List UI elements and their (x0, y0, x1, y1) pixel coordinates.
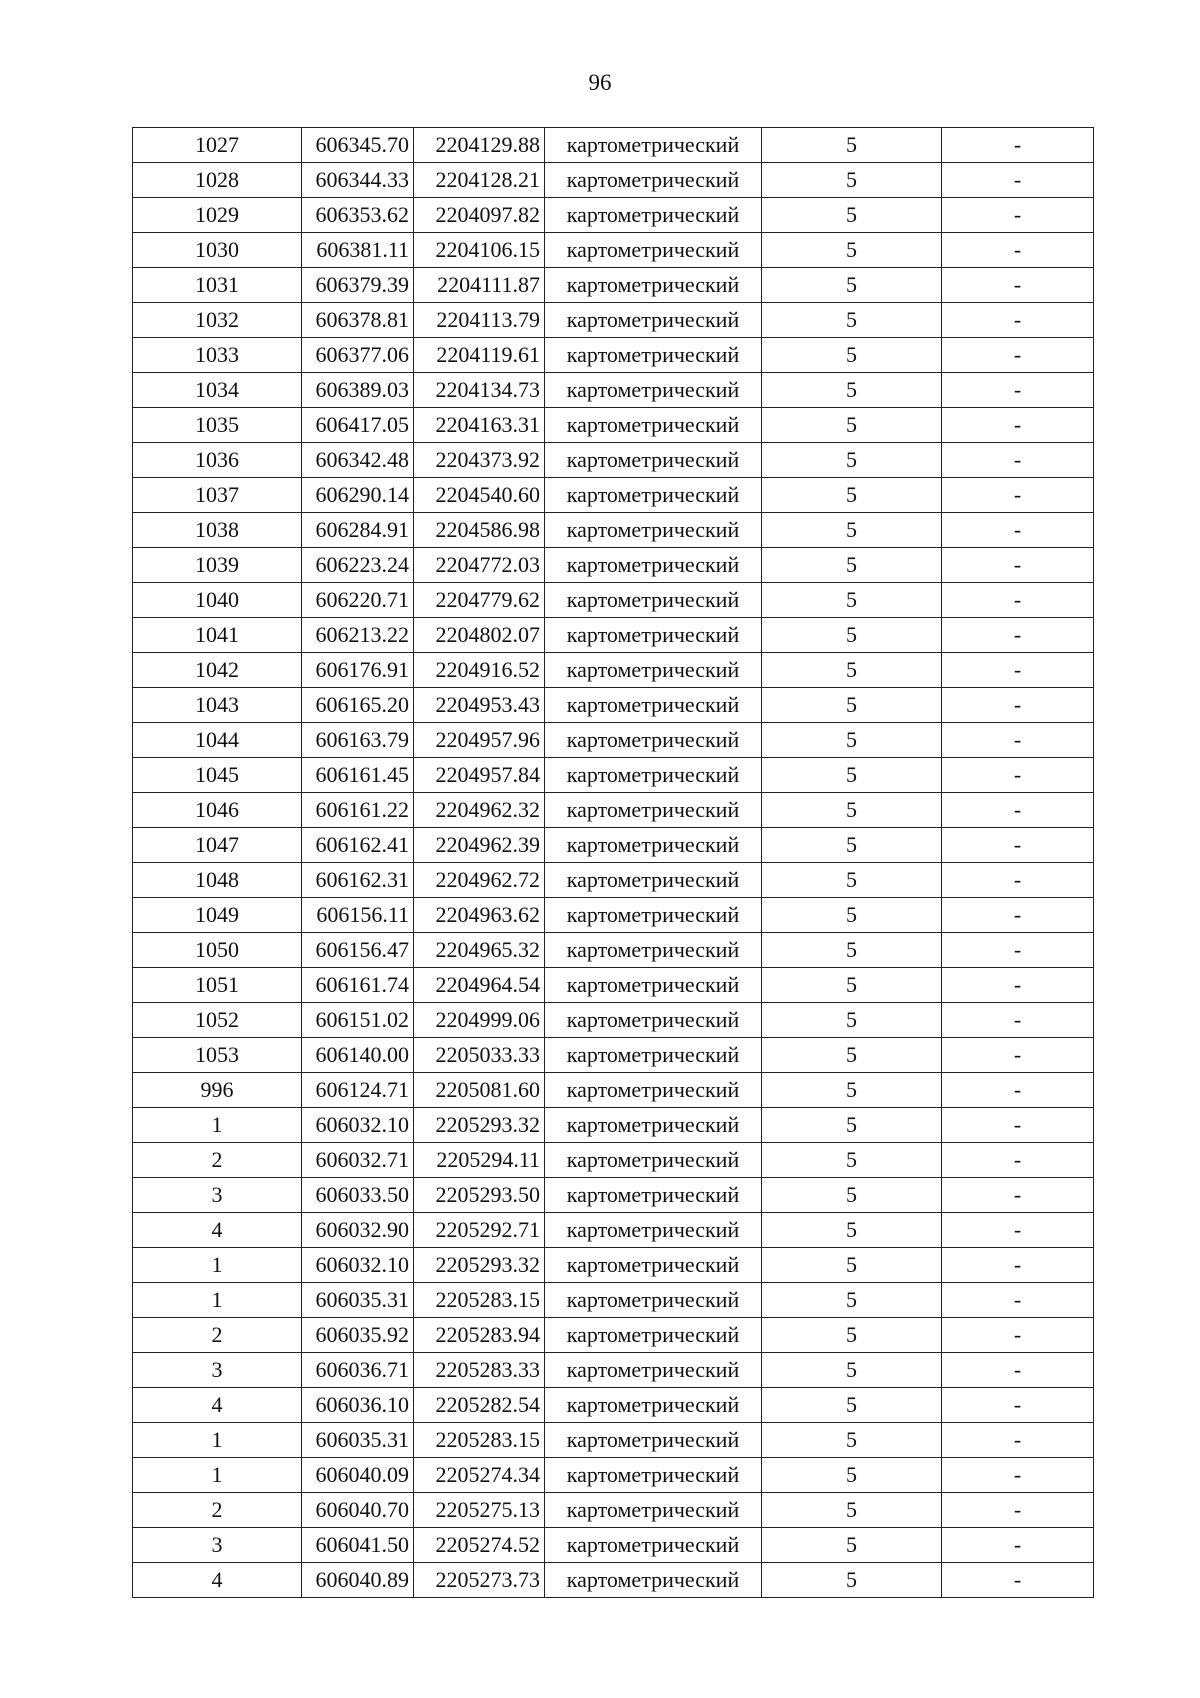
point-number-cell: 1040 (133, 583, 302, 618)
method-cell: картометрический (545, 653, 762, 688)
y-coordinate-cell: 2204540.60 (414, 478, 545, 513)
method-cell: картометрический (545, 128, 762, 163)
y-coordinate-cell: 2204772.03 (414, 548, 545, 583)
point-number-cell: 1 (133, 1108, 302, 1143)
table-row (133, 1073, 1094, 1108)
x-coordinate-cell: 606176.91 (302, 653, 414, 688)
method-cell: картометрический (545, 1213, 762, 1248)
point-number-cell: 1 (133, 1458, 302, 1493)
point-number-cell: 1052 (133, 1003, 302, 1038)
x-coordinate-cell: 606041.50 (302, 1528, 414, 1563)
page-number: 96 (588, 70, 612, 95)
x-coordinate-cell: 606161.74 (302, 968, 414, 1003)
y-coordinate-cell: 2204129.88 (414, 128, 545, 163)
table-row (133, 1178, 1094, 1213)
note-cell: - (942, 1283, 1094, 1318)
accuracy-cell: 5 (762, 688, 942, 723)
accuracy-cell: 5 (762, 618, 942, 653)
y-coordinate-cell: 2205273.73 (414, 1563, 545, 1598)
accuracy-cell: 5 (762, 548, 942, 583)
note-cell: - (942, 933, 1094, 968)
method-cell: картометрический (545, 758, 762, 793)
point-number-cell: 1033 (133, 338, 302, 373)
method-cell: картометрический (545, 373, 762, 408)
table-row (133, 1563, 1094, 1598)
table-row (133, 443, 1094, 478)
x-coordinate-cell: 606163.79 (302, 723, 414, 758)
x-coordinate-cell: 606156.11 (302, 898, 414, 933)
point-number-cell: 1027 (133, 128, 302, 163)
point-number-cell: 1047 (133, 828, 302, 863)
table-row (133, 723, 1094, 758)
note-cell: - (942, 758, 1094, 793)
accuracy-cell: 5 (762, 933, 942, 968)
point-number-cell: 1038 (133, 513, 302, 548)
accuracy-cell: 5 (762, 1283, 942, 1318)
table-row (133, 898, 1094, 933)
x-coordinate-cell: 606156.47 (302, 933, 414, 968)
table-row (133, 268, 1094, 303)
table-row (133, 548, 1094, 583)
method-cell: картометрический (545, 933, 762, 968)
x-coordinate-cell: 606162.41 (302, 828, 414, 863)
table-row (133, 408, 1094, 443)
y-coordinate-cell: 2204916.52 (414, 653, 545, 688)
table-row (133, 513, 1094, 548)
table-row (133, 1108, 1094, 1143)
table-row (133, 1003, 1094, 1038)
x-coordinate-cell: 606124.71 (302, 1073, 414, 1108)
method-cell: картометрический (545, 723, 762, 758)
note-cell: - (942, 1213, 1094, 1248)
note-cell: - (942, 338, 1094, 373)
method-cell: картометрический (545, 793, 762, 828)
accuracy-cell: 5 (762, 1388, 942, 1423)
point-number-cell: 1050 (133, 933, 302, 968)
note-cell: - (942, 1423, 1094, 1458)
point-number-cell: 1045 (133, 758, 302, 793)
accuracy-cell: 5 (762, 513, 942, 548)
method-cell: картометрический (545, 1073, 762, 1108)
y-coordinate-cell: 2205274.34 (414, 1458, 545, 1493)
x-coordinate-cell: 606417.05 (302, 408, 414, 443)
note-cell: - (942, 1143, 1094, 1178)
x-coordinate-cell: 606032.90 (302, 1213, 414, 1248)
accuracy-cell: 5 (762, 723, 942, 758)
table-row (133, 1423, 1094, 1458)
y-coordinate-cell: 2204119.61 (414, 338, 545, 373)
note-cell: - (942, 828, 1094, 863)
point-number-cell: 3 (133, 1353, 302, 1388)
note-cell: - (942, 128, 1094, 163)
note-cell: - (942, 618, 1094, 653)
x-coordinate-cell: 606290.14 (302, 478, 414, 513)
table-row (133, 303, 1094, 338)
table-row (133, 478, 1094, 513)
y-coordinate-cell: 2205293.32 (414, 1108, 545, 1143)
note-cell: - (942, 1178, 1094, 1213)
y-coordinate-cell: 2204957.84 (414, 758, 545, 793)
table-row (133, 233, 1094, 268)
note-cell: - (942, 1493, 1094, 1528)
point-number-cell: 1030 (133, 233, 302, 268)
table-row (133, 1038, 1094, 1073)
table-row (133, 338, 1094, 373)
note-cell: - (942, 653, 1094, 688)
accuracy-cell: 5 (762, 1248, 942, 1283)
table-row (133, 688, 1094, 723)
x-coordinate-cell: 606140.00 (302, 1038, 414, 1073)
table-row (133, 828, 1094, 863)
note-cell: - (942, 478, 1094, 513)
accuracy-cell: 5 (762, 198, 942, 233)
method-cell: картометрический (545, 548, 762, 583)
accuracy-cell: 5 (762, 1493, 942, 1528)
x-coordinate-cell: 606151.02 (302, 1003, 414, 1038)
point-number-cell: 996 (133, 1073, 302, 1108)
method-cell: картометрический (545, 1283, 762, 1318)
note-cell: - (942, 408, 1094, 443)
accuracy-cell: 5 (762, 443, 942, 478)
method-cell: картометрический (545, 583, 762, 618)
x-coordinate-cell: 606162.31 (302, 863, 414, 898)
note-cell: - (942, 1038, 1094, 1073)
y-coordinate-cell: 2204953.43 (414, 688, 545, 723)
y-coordinate-cell: 2205283.33 (414, 1353, 545, 1388)
point-number-cell: 3 (133, 1178, 302, 1213)
method-cell: картометрический (545, 1458, 762, 1493)
x-coordinate-cell: 606036.71 (302, 1353, 414, 1388)
point-number-cell: 2 (133, 1143, 302, 1178)
method-cell: картометрический (545, 898, 762, 933)
accuracy-cell: 5 (762, 1563, 942, 1598)
x-coordinate-cell: 606161.22 (302, 793, 414, 828)
point-number-cell: 4 (133, 1213, 302, 1248)
note-cell: - (942, 443, 1094, 478)
method-cell: картометрический (545, 863, 762, 898)
y-coordinate-cell: 2205293.32 (414, 1248, 545, 1283)
y-coordinate-cell: 2204962.39 (414, 828, 545, 863)
y-coordinate-cell: 2204963.62 (414, 898, 545, 933)
y-coordinate-cell: 2204134.73 (414, 373, 545, 408)
method-cell: картометрический (545, 1528, 762, 1563)
point-number-cell: 1042 (133, 653, 302, 688)
note-cell: - (942, 1353, 1094, 1388)
point-number-cell: 1 (133, 1423, 302, 1458)
x-coordinate-cell: 606220.71 (302, 583, 414, 618)
y-coordinate-cell: 2204802.07 (414, 618, 545, 653)
y-coordinate-cell: 2204962.32 (414, 793, 545, 828)
method-cell: картометрический (545, 233, 762, 268)
x-coordinate-cell: 606389.03 (302, 373, 414, 408)
point-number-cell: 1039 (133, 548, 302, 583)
point-number-cell: 3 (133, 1528, 302, 1563)
x-coordinate-cell: 606213.22 (302, 618, 414, 653)
method-cell: картометрический (545, 1353, 762, 1388)
x-coordinate-cell: 606377.06 (302, 338, 414, 373)
note-cell: - (942, 1248, 1094, 1283)
accuracy-cell: 5 (762, 478, 942, 513)
y-coordinate-cell: 2204106.15 (414, 233, 545, 268)
table-row (133, 1213, 1094, 1248)
y-coordinate-cell: 2204111.87 (414, 268, 545, 303)
x-coordinate-cell: 606035.92 (302, 1318, 414, 1353)
x-coordinate-cell: 606381.11 (302, 233, 414, 268)
point-number-cell: 1028 (133, 163, 302, 198)
accuracy-cell: 5 (762, 303, 942, 338)
method-cell: картометрический (545, 828, 762, 863)
method-cell: картометрический (545, 1038, 762, 1073)
point-number-cell: 1037 (133, 478, 302, 513)
table-row (133, 1283, 1094, 1318)
coordinates-table (132, 127, 1094, 1598)
table-row (133, 1353, 1094, 1388)
y-coordinate-cell: 2204373.92 (414, 443, 545, 478)
accuracy-cell: 5 (762, 653, 942, 688)
x-coordinate-cell: 606223.24 (302, 548, 414, 583)
point-number-cell: 4 (133, 1388, 302, 1423)
y-coordinate-cell: 2204957.96 (414, 723, 545, 758)
method-cell: картометрический (545, 618, 762, 653)
x-coordinate-cell: 606165.20 (302, 688, 414, 723)
note-cell: - (942, 1528, 1094, 1563)
note-cell: - (942, 303, 1094, 338)
note-cell: - (942, 583, 1094, 618)
y-coordinate-cell: 2205294.11 (414, 1143, 545, 1178)
method-cell: картометрический (545, 1178, 762, 1213)
y-coordinate-cell: 2204779.62 (414, 583, 545, 618)
method-cell: картометрический (545, 268, 762, 303)
accuracy-cell: 5 (762, 968, 942, 1003)
accuracy-cell: 5 (762, 1423, 942, 1458)
table-row (133, 793, 1094, 828)
x-coordinate-cell: 606040.09 (302, 1458, 414, 1493)
x-coordinate-cell: 606040.89 (302, 1563, 414, 1598)
point-number-cell: 1048 (133, 863, 302, 898)
table-row (133, 1458, 1094, 1493)
accuracy-cell: 5 (762, 128, 942, 163)
note-cell: - (942, 723, 1094, 758)
table-row (133, 863, 1094, 898)
note-cell: - (942, 1563, 1094, 1598)
accuracy-cell: 5 (762, 373, 942, 408)
method-cell: картометрический (545, 513, 762, 548)
accuracy-cell: 5 (762, 758, 942, 793)
x-coordinate-cell: 606040.70 (302, 1493, 414, 1528)
table-row (133, 1318, 1094, 1353)
x-coordinate-cell: 606036.10 (302, 1388, 414, 1423)
accuracy-cell: 5 (762, 1038, 942, 1073)
point-number-cell: 1051 (133, 968, 302, 1003)
y-coordinate-cell: 2204999.06 (414, 1003, 545, 1038)
note-cell: - (942, 1003, 1094, 1038)
method-cell: картометрический (545, 1563, 762, 1598)
x-coordinate-cell: 606035.31 (302, 1283, 414, 1318)
point-number-cell: 1034 (133, 373, 302, 408)
x-coordinate-cell: 606344.33 (302, 163, 414, 198)
point-number-cell: 1043 (133, 688, 302, 723)
note-cell: - (942, 233, 1094, 268)
table-row (133, 1143, 1094, 1178)
accuracy-cell: 5 (762, 1213, 942, 1248)
method-cell: картометрический (545, 968, 762, 1003)
note-cell: - (942, 198, 1094, 233)
note-cell: - (942, 513, 1094, 548)
x-coordinate-cell: 606033.50 (302, 1178, 414, 1213)
coordinates-table-body (133, 128, 1094, 1598)
y-coordinate-cell: 2205275.13 (414, 1493, 545, 1528)
y-coordinate-cell: 2204586.98 (414, 513, 545, 548)
note-cell: - (942, 1458, 1094, 1493)
y-coordinate-cell: 2205033.33 (414, 1038, 545, 1073)
y-coordinate-cell: 2205283.15 (414, 1423, 545, 1458)
x-coordinate-cell: 606353.62 (302, 198, 414, 233)
table-row (133, 1388, 1094, 1423)
accuracy-cell: 5 (762, 338, 942, 373)
point-number-cell: 1029 (133, 198, 302, 233)
method-cell: картометрический (545, 688, 762, 723)
note-cell: - (942, 1318, 1094, 1353)
table-row (133, 373, 1094, 408)
note-cell: - (942, 1073, 1094, 1108)
y-coordinate-cell: 2204128.21 (414, 163, 545, 198)
method-cell: картометрический (545, 1248, 762, 1283)
table-row (133, 618, 1094, 653)
table-row (133, 758, 1094, 793)
note-cell: - (942, 1388, 1094, 1423)
table-row (133, 933, 1094, 968)
accuracy-cell: 5 (762, 1528, 942, 1563)
note-cell: - (942, 373, 1094, 408)
note-cell: - (942, 863, 1094, 898)
note-cell: - (942, 268, 1094, 303)
table-row (133, 1248, 1094, 1283)
x-coordinate-cell: 606032.10 (302, 1248, 414, 1283)
x-coordinate-cell: 606379.39 (302, 268, 414, 303)
table-row (133, 128, 1094, 163)
point-number-cell: 1041 (133, 618, 302, 653)
x-coordinate-cell: 606284.91 (302, 513, 414, 548)
note-cell: - (942, 968, 1094, 1003)
method-cell: картометрический (545, 1388, 762, 1423)
point-number-cell: 1046 (133, 793, 302, 828)
x-coordinate-cell: 606161.45 (302, 758, 414, 793)
point-number-cell: 1 (133, 1283, 302, 1318)
point-number-cell: 1035 (133, 408, 302, 443)
method-cell: картометрический (545, 1493, 762, 1528)
table-row (133, 653, 1094, 688)
x-coordinate-cell: 606032.71 (302, 1143, 414, 1178)
method-cell: картометрический (545, 1143, 762, 1178)
table-row (133, 968, 1094, 1003)
point-number-cell: 1053 (133, 1038, 302, 1073)
method-cell: картометрический (545, 1003, 762, 1038)
x-coordinate-cell: 606342.48 (302, 443, 414, 478)
x-coordinate-cell: 606378.81 (302, 303, 414, 338)
accuracy-cell: 5 (762, 1318, 942, 1353)
table-row (133, 583, 1094, 618)
method-cell: картометрический (545, 443, 762, 478)
point-number-cell: 1044 (133, 723, 302, 758)
point-number-cell: 2 (133, 1318, 302, 1353)
y-coordinate-cell: 2204965.32 (414, 933, 545, 968)
y-coordinate-cell: 2204964.54 (414, 968, 545, 1003)
accuracy-cell: 5 (762, 793, 942, 828)
y-coordinate-cell: 2204097.82 (414, 198, 545, 233)
y-coordinate-cell: 2205081.60 (414, 1073, 545, 1108)
accuracy-cell: 5 (762, 828, 942, 863)
table-row (133, 1493, 1094, 1528)
accuracy-cell: 5 (762, 1458, 942, 1493)
note-cell: - (942, 793, 1094, 828)
note-cell: - (942, 548, 1094, 583)
y-coordinate-cell: 2204163.31 (414, 408, 545, 443)
y-coordinate-cell: 2205293.50 (414, 1178, 545, 1213)
point-number-cell: 1036 (133, 443, 302, 478)
method-cell: картометрический (545, 1423, 762, 1458)
point-number-cell: 2 (133, 1493, 302, 1528)
y-coordinate-cell: 2204962.72 (414, 863, 545, 898)
y-coordinate-cell: 2204113.79 (414, 303, 545, 338)
table-row (133, 163, 1094, 198)
point-number-cell: 1 (133, 1248, 302, 1283)
y-coordinate-cell: 2205283.15 (414, 1283, 545, 1318)
accuracy-cell: 5 (762, 1003, 942, 1038)
accuracy-cell: 5 (762, 1073, 942, 1108)
method-cell: картометрический (545, 408, 762, 443)
accuracy-cell: 5 (762, 898, 942, 933)
note-cell: - (942, 688, 1094, 723)
accuracy-cell: 5 (762, 1143, 942, 1178)
y-coordinate-cell: 2205292.71 (414, 1213, 545, 1248)
accuracy-cell: 5 (762, 583, 942, 618)
accuracy-cell: 5 (762, 1353, 942, 1388)
method-cell: картометрический (545, 338, 762, 373)
accuracy-cell: 5 (762, 863, 942, 898)
x-coordinate-cell: 606035.31 (302, 1423, 414, 1458)
note-cell: - (942, 1108, 1094, 1143)
y-coordinate-cell: 2205283.94 (414, 1318, 545, 1353)
point-number-cell: 1031 (133, 268, 302, 303)
x-coordinate-cell: 606345.70 (302, 128, 414, 163)
point-number-cell: 1032 (133, 303, 302, 338)
note-cell: - (942, 163, 1094, 198)
table-row (133, 198, 1094, 233)
y-coordinate-cell: 2205282.54 (414, 1388, 545, 1423)
method-cell: картометрический (545, 1318, 762, 1353)
method-cell: картометрический (545, 303, 762, 338)
y-coordinate-cell: 2205274.52 (414, 1528, 545, 1563)
accuracy-cell: 5 (762, 268, 942, 303)
table-row (133, 1528, 1094, 1563)
accuracy-cell: 5 (762, 1178, 942, 1213)
point-number-cell: 4 (133, 1563, 302, 1598)
accuracy-cell: 5 (762, 163, 942, 198)
accuracy-cell: 5 (762, 408, 942, 443)
note-cell: - (942, 898, 1094, 933)
point-number-cell: 1049 (133, 898, 302, 933)
method-cell: картометрический (545, 198, 762, 233)
method-cell: картометрический (545, 478, 762, 513)
method-cell: картометрический (545, 1108, 762, 1143)
accuracy-cell: 5 (762, 233, 942, 268)
method-cell: картометрический (545, 163, 762, 198)
accuracy-cell: 5 (762, 1108, 942, 1143)
x-coordinate-cell: 606032.10 (302, 1108, 414, 1143)
